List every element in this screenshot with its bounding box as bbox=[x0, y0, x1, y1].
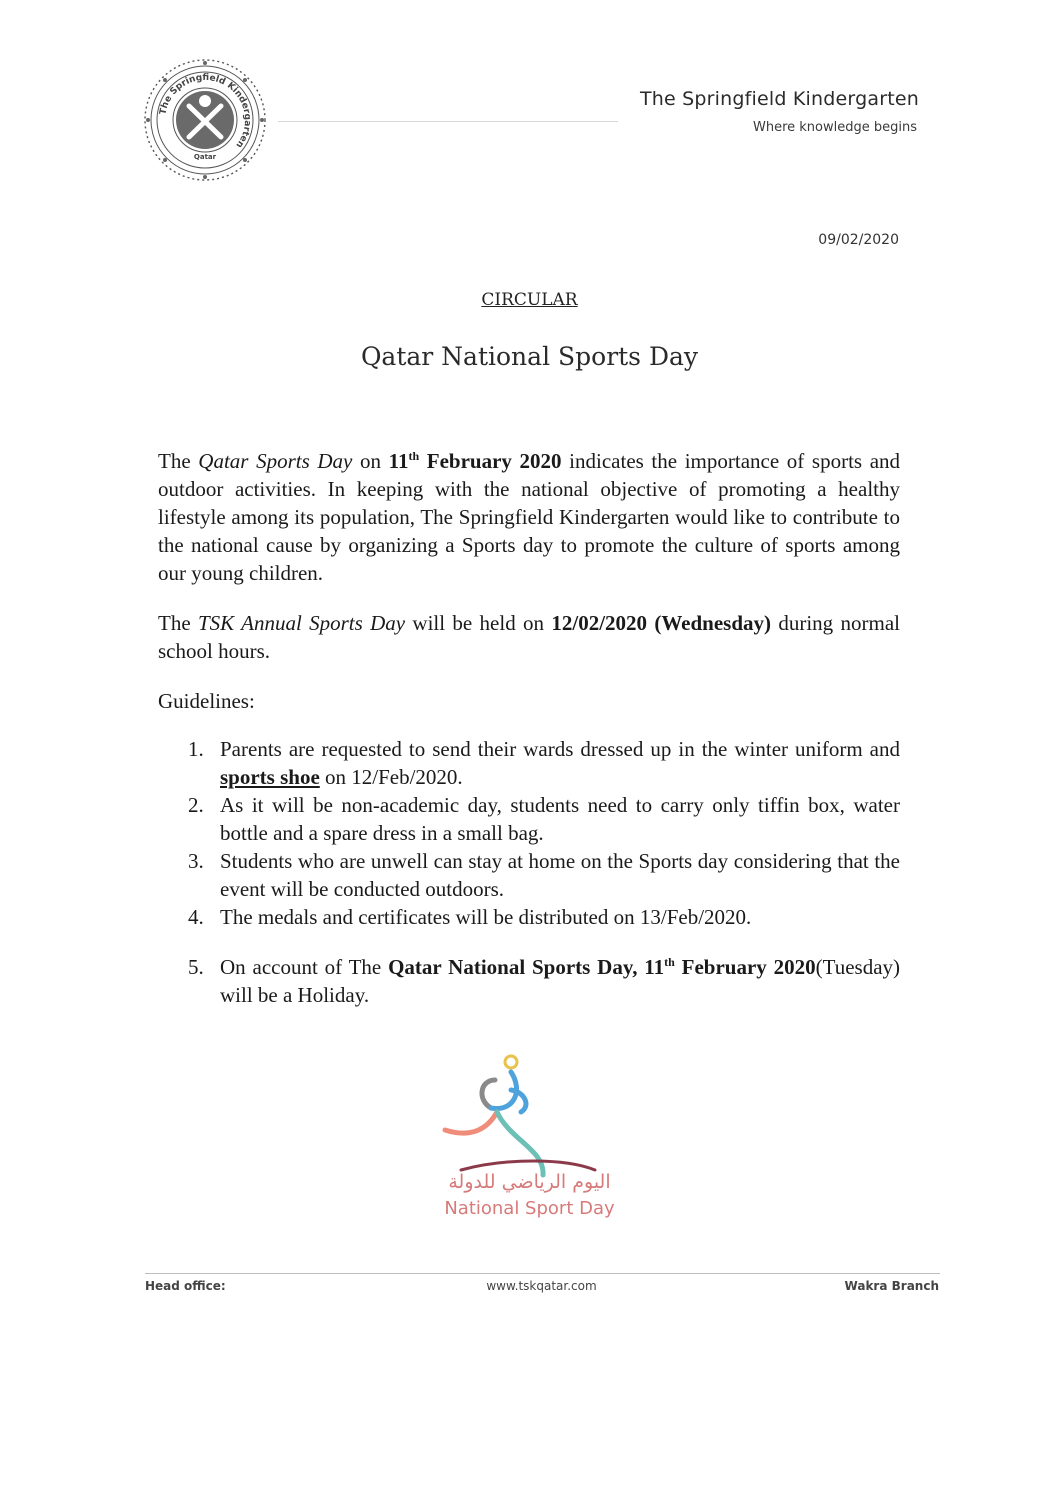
page-title: Qatar National Sports Day bbox=[360, 342, 699, 371]
school-name: The Springfield Kindergarten bbox=[639, 88, 919, 110]
bold-text: 12/02/2020 (Wednesday) bbox=[551, 611, 772, 635]
bold-text: February 2020 bbox=[419, 449, 562, 473]
text: (Tuesday) will be a Holiday. bbox=[220, 955, 901, 1007]
intro-paragraph bbox=[158, 447, 900, 587]
list-number: 3. bbox=[188, 849, 204, 873]
list-item bbox=[158, 903, 900, 931]
list-item bbox=[158, 735, 900, 791]
list-number: 1. bbox=[188, 737, 204, 761]
text: The medals and certificates will be distributed on 13/Feb/2020. bbox=[220, 905, 752, 929]
event-paragraph bbox=[158, 609, 900, 665]
list-item bbox=[158, 791, 900, 847]
circular-label: CIRCULAR bbox=[481, 290, 578, 310]
text: will be held on bbox=[405, 611, 552, 635]
footer-website[interactable]: www.tskqatar.com bbox=[486, 1279, 597, 1293]
list-item bbox=[158, 847, 900, 903]
emphasis: TSK Annual Sports Day bbox=[197, 611, 406, 635]
list-number: 2. bbox=[188, 793, 204, 817]
footer-divider bbox=[145, 1273, 940, 1274]
text: The bbox=[158, 611, 198, 635]
guidelines-label: Guidelines: bbox=[158, 689, 255, 713]
circular-date: 09/02/2020 bbox=[818, 232, 899, 248]
footer-head-office: Head office: bbox=[145, 1279, 226, 1293]
sport-day-english: National Sport Day bbox=[444, 1198, 615, 1219]
superscript: th bbox=[408, 449, 420, 463]
header-divider bbox=[278, 121, 618, 122]
bold-text: Qatar National Sports Day, 11 bbox=[388, 955, 665, 979]
bold-text: 11 bbox=[388, 449, 409, 473]
emphasis: Qatar Sports Day bbox=[198, 449, 353, 473]
text: As it will be non-academic day, students need to carry only tiffin box, water bottle and a spare dress in a small bag. bbox=[220, 793, 900, 845]
school-logo bbox=[140, 55, 270, 185]
text: On account of The bbox=[220, 955, 389, 979]
list-number: 4. bbox=[188, 905, 204, 929]
circular-body bbox=[158, 447, 900, 1009]
brand-block bbox=[640, 88, 919, 135]
logo-ring-text: The Springfield Kindergarten bbox=[158, 72, 253, 150]
text: on bbox=[352, 449, 389, 473]
underlined-text: sports shoe bbox=[220, 765, 320, 789]
bold-text: February 2020 bbox=[674, 955, 816, 979]
guidelines-list bbox=[158, 735, 900, 1009]
superscript: th bbox=[664, 955, 675, 969]
list-number: 5. bbox=[188, 955, 204, 979]
text: during normal school hours. bbox=[158, 611, 900, 663]
school-tagline: Where knowledge begins bbox=[752, 120, 917, 135]
text: Parents are requested to send their wards dressed up in the winter uniform and bbox=[220, 737, 900, 761]
text: on 12/Feb/2020. bbox=[319, 765, 463, 789]
list-item bbox=[158, 953, 900, 1009]
text: indicates the importance of sports and outdoor activities. In keeping with the national objective of promoting a healthy lifestyle among its population, The Springfield Kindergarten would like to contribute to the national cause by organizing a Sports day to promote the culture of sports among our young children. bbox=[158, 449, 901, 585]
footer-branch: Wakra Branch bbox=[844, 1279, 939, 1293]
sport-day-arabic: اليوم الرياضي للدولة bbox=[448, 1171, 611, 1193]
text: Students who are unwell can stay at home on the Sports day considering that the event will be conducted outdoors. bbox=[220, 849, 900, 901]
logo-bottom-text: Qatar bbox=[193, 153, 217, 161]
text: The bbox=[158, 449, 199, 473]
